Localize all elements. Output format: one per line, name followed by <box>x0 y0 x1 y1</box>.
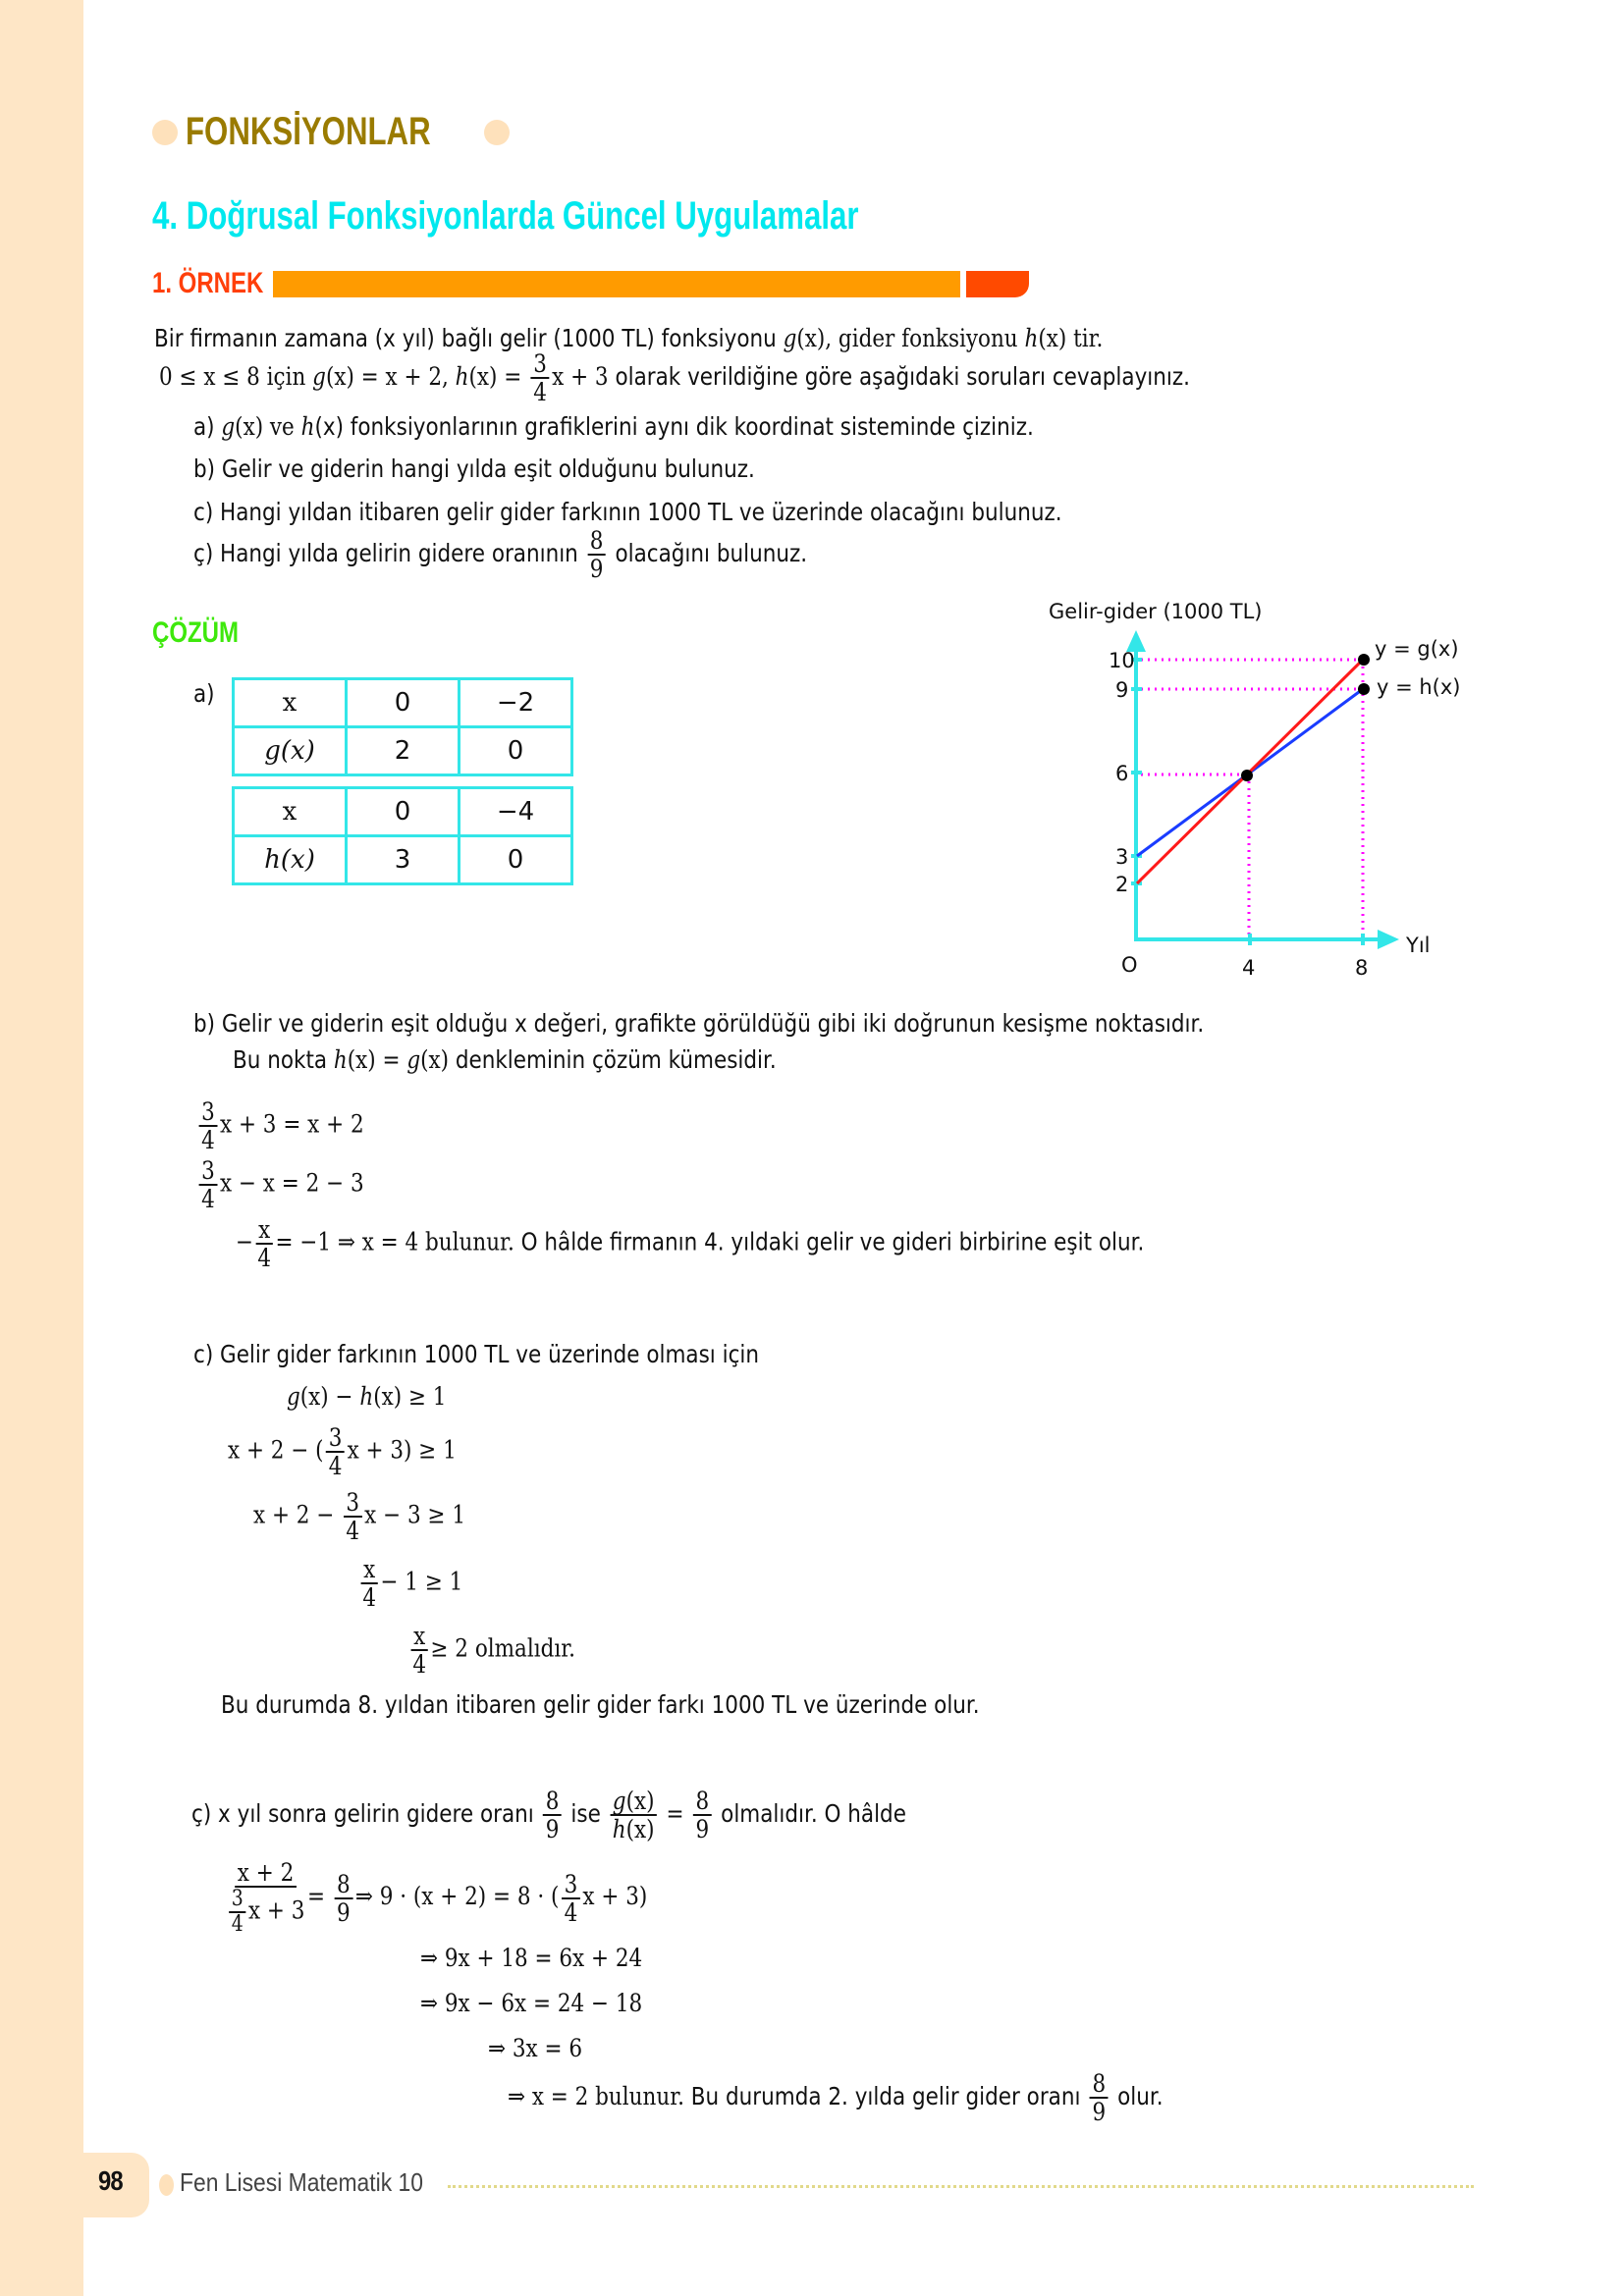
text: olmalıdır. O hâlde <box>714 1799 906 1828</box>
footer-bullet-icon <box>159 2174 174 2196</box>
question-c: c) Hangi yıldan itibaren gelir gider farkının 1000 TL ve üzerinde olacağını bulunuz. <box>193 498 1062 526</box>
numerator: 3 <box>199 1099 218 1127</box>
x-axis-arrow-icon <box>1378 930 1399 949</box>
text: ise <box>564 1799 608 1828</box>
denominator: 4 <box>346 1517 360 1545</box>
text: (x) fonksiyonlarının grafiklerini aynı dik koordinat sisteminde çiziniz. <box>314 412 1034 441</box>
denominator: 4 <box>564 1897 578 1927</box>
g-endpoint <box>1358 654 1370 666</box>
text: − 1 ≥ 1 <box>380 1567 463 1596</box>
chapter-heading <box>152 110 510 154</box>
svg-text:4: 4 <box>1242 956 1256 980</box>
text: x + 2 − ( <box>228 1435 324 1465</box>
text: x + 3) ≥ 1 <box>347 1435 457 1465</box>
text: x + 2 − <box>253 1500 342 1529</box>
numerator: x + 2 <box>235 1860 297 1888</box>
svg-text:3: 3 <box>1115 845 1129 869</box>
fraction <box>531 351 550 404</box>
problem-line-1 <box>154 324 1103 352</box>
numerator: 8 <box>587 528 606 556</box>
numerator: 3 <box>199 1158 218 1186</box>
text: (x) ve <box>235 412 301 441</box>
table-cell: x <box>234 679 347 727</box>
g-symbol: g <box>287 1382 300 1411</box>
equation-b3 <box>236 1217 1144 1270</box>
h-legend-label: y = h(x) <box>1377 675 1461 699</box>
text: − <box>236 1227 254 1256</box>
fraction <box>1090 2071 1109 2124</box>
equation-c3 <box>253 1490 465 1543</box>
fraction <box>199 1099 218 1152</box>
denominator: $\frac{3}{4}$ x + 3 <box>227 1888 305 1936</box>
numerator: 3 <box>531 351 550 379</box>
income-expense-chart <box>1041 589 1492 1001</box>
equation-cc1 <box>224 1860 647 1936</box>
table-cell: 0 <box>347 788 460 836</box>
equation-c1 <box>287 1382 446 1411</box>
question-b: b) Gelir ve giderin hangi yılda eşit olduğunu bulunuz. <box>193 454 755 483</box>
denominator: 4 <box>257 1244 272 1272</box>
problem-line-2 <box>159 351 1190 404</box>
footer-dotted-rule <box>448 2185 1474 2188</box>
conclusion: O hâlde firmanın 4. yıldaki gelir ve gideri birbirine eşit olur. <box>520 1227 1145 1256</box>
svg-text:2: 2 <box>1115 873 1129 896</box>
g-symbol: g <box>312 362 326 391</box>
equation-cc5 <box>508 2071 1164 2124</box>
value-table-g <box>232 677 573 776</box>
equation-b2 <box>196 1158 364 1211</box>
g-definition: (x) = x + 2, <box>325 362 456 391</box>
h-symbol: h <box>455 362 469 391</box>
example-bar-tab <box>966 271 1029 297</box>
text: ⇒ 9 · (x + 2) = 8 · ( <box>354 1882 560 1910</box>
text: (x), gider fonksiyonu <box>796 324 1025 352</box>
part-c-conclusion: Bu durumda 8. yıldan itibaren gelir gider farkı 1000 TL ve üzerinde olur. <box>221 1690 980 1719</box>
table-cell: 2 <box>347 727 460 775</box>
table-row <box>234 788 572 836</box>
equation-text: x + 3 = x + 2 <box>219 1109 364 1139</box>
text: x − 3 ≥ 1 <box>364 1500 466 1529</box>
equation-cc2: ⇒ 9x + 18 = 6x + 24 <box>420 1944 643 1972</box>
equation-cc3: ⇒ 9x − 6x = 24 − 18 <box>420 1989 643 2017</box>
numerator: 3 <box>326 1425 345 1453</box>
text: a) <box>193 412 222 441</box>
denominator: 9 <box>1092 2098 1107 2126</box>
numerator: 8 <box>1090 2071 1109 2099</box>
h-symbol: h <box>359 1382 374 1411</box>
part-b-line-2 <box>233 1045 777 1074</box>
text: = <box>307 1882 332 1910</box>
g-symbol: g <box>406 1045 421 1074</box>
text: (x) tir. <box>1038 324 1104 352</box>
fraction <box>326 1425 345 1478</box>
numerator: x <box>256 1217 273 1245</box>
text: Bu nokta <box>233 1045 334 1074</box>
x-axis-title: Yıl <box>1406 934 1431 957</box>
intersection-point <box>1241 770 1253 781</box>
page-number: 98 <box>98 2165 123 2196</box>
fraction <box>543 1789 562 1842</box>
section-title: 4. Doğrusal Fonksiyonlarda Güncel Uygulamalar <box>152 194 859 238</box>
numerator: 3 <box>344 1490 362 1518</box>
denominator: 4 <box>362 1583 377 1612</box>
table-cell: 0 <box>460 836 572 884</box>
question-a <box>193 412 1034 441</box>
g-legend-label: y = g(x) <box>1375 637 1459 661</box>
table-cell: g(x) <box>234 727 347 775</box>
denominator: 4 <box>412 1650 427 1679</box>
numerator: 3 <box>562 1872 580 1899</box>
table-cell: −2 <box>460 679 572 727</box>
numerator: 8 <box>543 1789 562 1816</box>
denominator: 9 <box>589 555 604 583</box>
part-a-label: a) <box>193 679 215 708</box>
text: olacağını bulunuz. <box>608 539 808 567</box>
fraction <box>344 1490 362 1543</box>
book-title: Fen Lisesi Matematik 10 <box>180 2167 423 2197</box>
denominator: 9 <box>545 1815 560 1843</box>
numerator: g(x) <box>610 1789 657 1816</box>
h-symbol: h <box>333 1045 348 1074</box>
chapter-title: FONKSİYONLAR <box>186 110 431 153</box>
g-symbol: g <box>783 324 797 352</box>
h-symbol: h <box>1024 324 1039 352</box>
h-definition-tail: x + 3 <box>552 362 609 391</box>
numerator: x <box>361 1557 378 1584</box>
example-bar <box>273 271 960 297</box>
compound-fraction <box>227 1860 305 1936</box>
table-cell: 0 <box>460 727 572 775</box>
table-row <box>234 727 572 775</box>
denominator: 4 <box>328 1452 343 1480</box>
solution-label: ÇÖZÜM <box>152 616 239 649</box>
denominator: 4 <box>201 1126 215 1154</box>
page-margin-band <box>0 0 83 2296</box>
text: (x) <box>420 1045 450 1074</box>
fraction <box>587 528 606 581</box>
h-symbol: h <box>300 412 315 441</box>
denominator: 4 <box>533 378 547 406</box>
text: Bu durumda 2. yılda gelir gider oranı <box>690 2082 1088 2110</box>
part-c-intro: c) Gelir gider farkının 1000 TL ve üzerinde olması için <box>193 1340 760 1368</box>
chart-svg <box>1041 589 1492 1001</box>
svg-text:9: 9 <box>1115 678 1129 702</box>
bullet-icon <box>152 120 178 145</box>
denominator: 9 <box>337 1897 351 1927</box>
equation-b1 <box>196 1099 364 1152</box>
example-label: 1. ÖRNEK <box>152 267 264 299</box>
text: x + 3) <box>582 1882 648 1910</box>
text: (x) − <box>299 1382 360 1411</box>
ratio-fraction <box>610 1789 657 1842</box>
y-axis-title: Gelir-gider (1000 TL) <box>1049 600 1263 623</box>
text: ç) Hangi yılda gelirin gidere oranının <box>193 539 585 567</box>
equation-text: = −1 ⇒ x = 4 bulunur. <box>275 1227 514 1256</box>
fraction <box>199 1158 218 1211</box>
h-endpoint <box>1358 683 1370 695</box>
numerator: 8 <box>693 1789 712 1816</box>
text: (x) ≥ 1 <box>373 1382 447 1411</box>
part-b-line-1: b) Gelir ve giderin eşit olduğu x değeri, grafikte görüldüğü gibi iki doğrunun kesişme noktasıdır. <box>193 1009 1205 1038</box>
denominator: 9 <box>695 1815 710 1843</box>
table-row <box>234 679 572 727</box>
fraction <box>693 1789 712 1842</box>
equation-text: x − x = 2 − 3 <box>219 1168 364 1198</box>
fraction <box>562 1869 580 1927</box>
text: denkleminin çözüm kümesidir. <box>449 1045 777 1074</box>
svg-text:6: 6 <box>1115 762 1129 785</box>
h-definition: (x) = <box>468 362 529 391</box>
table-row <box>234 836 572 884</box>
x-tick-labels <box>1121 953 1368 980</box>
denominator: 4 <box>201 1185 215 1213</box>
equation-c4 <box>358 1557 462 1610</box>
table-cell: 3 <box>347 836 460 884</box>
equation-c5 <box>408 1624 575 1677</box>
y-tick-labels <box>1109 649 1135 896</box>
bullet-icon <box>484 120 510 145</box>
text: olur. <box>1110 2082 1164 2110</box>
table-cell: h(x) <box>234 836 347 884</box>
svg-text:8: 8 <box>1355 956 1369 980</box>
equation-cc4: ⇒ 3x = 6 <box>488 2034 583 2062</box>
text: (x) = <box>347 1045 407 1074</box>
text: ≥ 2 olmalıdır. <box>430 1633 575 1663</box>
table-cell: 0 <box>347 679 460 727</box>
text: olarak verildiğine göre aşağıdaki soruları cevaplayınız. <box>608 362 1190 391</box>
table-cell: x <box>234 788 347 836</box>
denominator: h(x) <box>612 1815 655 1843</box>
numerator: 8 <box>334 1872 352 1899</box>
text: ⇒ x = 2 bulunur. <box>508 2082 684 2110</box>
text: ç) x yıl sonra gelirin gidere oranı <box>191 1799 541 1828</box>
g-symbol: g <box>221 412 236 441</box>
svg-text:10: 10 <box>1109 649 1135 672</box>
equation-c2 <box>228 1425 457 1478</box>
fraction <box>411 1624 428 1677</box>
question-cc <box>193 528 807 581</box>
table-cell: −4 <box>460 788 572 836</box>
svg-text:O: O <box>1121 953 1138 977</box>
domain-text: 0 ≤ x ≤ 8 için <box>159 362 313 391</box>
guide-lines <box>1141 660 1363 937</box>
fraction <box>334 1869 352 1927</box>
text: Bir firmanın zamana (x yıl) bağlı gelir (1000 TL) fonksiyonu <box>154 324 784 352</box>
fraction <box>256 1217 273 1270</box>
value-table-h <box>232 786 573 885</box>
numerator: x <box>411 1624 428 1651</box>
part-cc-intro: ç) x yıl sonra gelirin gidere oranı $\frac{8}{9}$ ise $\frac{g(x)}{h(x)}$ = $\frac{8}{9}$ olmalıdır. O hâlde <box>191 1787 906 1843</box>
fraction <box>361 1557 378 1610</box>
